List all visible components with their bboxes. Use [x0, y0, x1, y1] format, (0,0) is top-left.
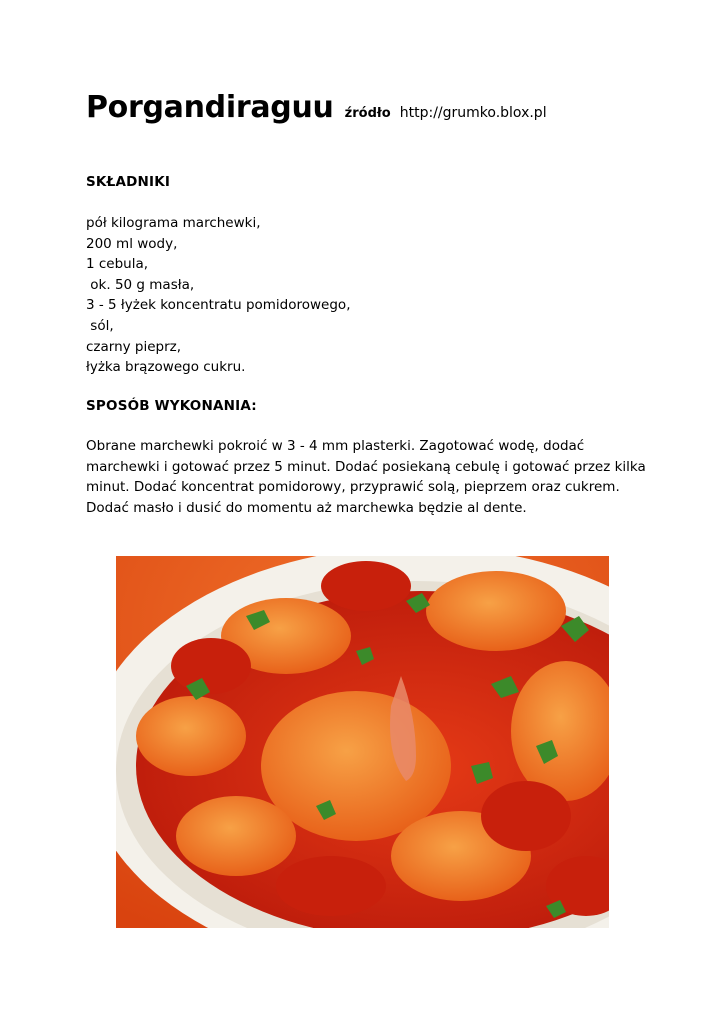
source-url: http://grumko.blox.pl	[399, 105, 547, 121]
ingredient-item: sól,	[86, 317, 114, 334]
ingredients-heading: SKŁADNIKI	[86, 174, 171, 190]
tomato-chunk	[481, 781, 571, 851]
tomato-chunk	[276, 856, 386, 916]
method-text: Obrane marchewki pokroić w 3 - 4 mm plasterki. Zagotować wodę, dodać marchewki i gotować przez 5 minut. Dodać posiekaną cebulę i gotować przez kilka minut. Dodać koncentrat pomidorowy, przyprawić solą, pieprzem oraz cukrem. Dodać masło i dusić do momentu aż marchewka będzie al dente.	[86, 438, 646, 516]
ingredient-item: 200 ml wody,	[86, 235, 178, 252]
ingredient-item: pół kilograma marchewki,	[86, 215, 261, 231]
dish-photo	[116, 556, 609, 928]
tomato-chunk	[171, 638, 251, 694]
recipe-title: Porgandiraguu	[86, 90, 334, 125]
ingredient-item: 3 - 5 łyżek koncentratu pomidorowego,	[86, 297, 351, 314]
source-label: źródło	[344, 106, 391, 121]
title-line	[86, 90, 547, 125]
ingredient-item: ok. 50 g masła,	[86, 276, 195, 293]
ingredients-list	[86, 213, 350, 378]
method-heading: SPOSÓB WYKONANIA:	[86, 398, 257, 414]
ingredient-item: 1 cebula,	[86, 256, 149, 273]
carrot-slice	[176, 796, 296, 876]
carrot-slice	[426, 571, 566, 651]
carrot-slice	[136, 696, 246, 776]
dish-illustration	[116, 556, 609, 928]
ingredient-item: łyżka brązowego cukru.	[86, 359, 246, 376]
tomato-chunk	[321, 561, 411, 611]
ingredient-item: czarny pieprz,	[86, 338, 182, 355]
